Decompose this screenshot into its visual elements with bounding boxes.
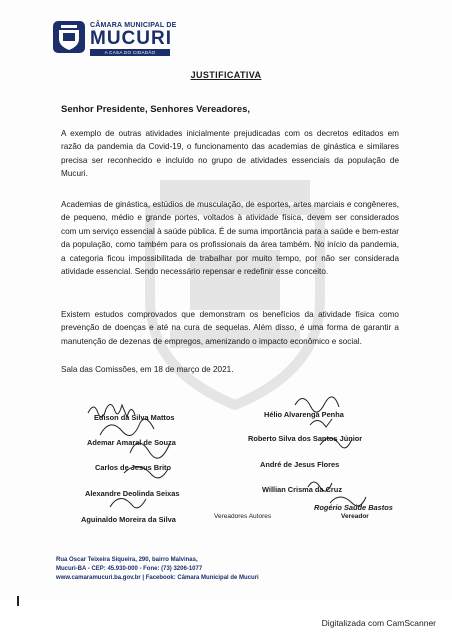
scan-edge-mark	[17, 596, 19, 606]
date-line: Sala das Comissões, em 18 de março de 2021.	[61, 365, 234, 374]
signature-name: Roberto Silva dos Santos Júnior	[248, 434, 363, 443]
signature-name: André de Jesus Flores	[260, 460, 340, 469]
footer-line: Rua Oscar Teixeira Siqueira, 290, bairro Malvinas,	[56, 557, 198, 563]
scanner-label: Digitalizada com CamScanner	[321, 618, 436, 628]
signature-role: Vereador	[341, 513, 369, 520]
footer-line: Mucuri-BA - CEP: 45.930-000 - Fone: (73) 3206-1077	[56, 566, 203, 572]
footer-address	[56, 556, 259, 583]
signature-name: Edison da Silva Mattos	[94, 413, 175, 422]
signature-name: Ademar Amaral de Souza	[87, 438, 176, 447]
paragraph-2: Academias de ginástica, estúdios de musculação, de esportes, artes marciais e congêneres, de pequeno, médio e grande portes, voltados à atividade física, devem ser considerados com um serviço essencial à saúde pública. É de suma importância para a saúde e bem-estar da população, como também para os profissionais da área também. No início da pandemia, a categoria ficou impossibilitada de trabalhar por muito tempo, por não ser considerada atividade essencial. Sendo necessário repensar e redefinir esse conceito.	[61, 200, 399, 277]
group-label: Vereadores Autores	[214, 513, 272, 520]
logo-name-text: MUCURI	[90, 28, 172, 49]
paragraph-1: A exemplo de outras atividades inicialmente prejudicadas com os decretos editados em razão da pandemia da Covid-19, o funcionamento das academias de ginástica e similares precisa ser reconhecido e incluído no grupo de atividades essenciais da população de Mucuri.	[61, 129, 399, 179]
paragraph-3: Existem estudos comprovados que demonstram os benefícios da atividade física como prevenção de doenças e até na cura de sequelas. Além disso, é uma forma de garantir a manutenção de dezenas de empregos, amenizando o impacto econômico e social.	[61, 310, 399, 346]
signature-name: Aguinaldo Moreira da Silva	[81, 515, 176, 524]
chamber-logo	[52, 20, 177, 58]
salutation: Senhor Presidente, Senhores Vereadores,	[61, 104, 251, 115]
signature-name: Alexandre Deolinda Seixas	[85, 489, 180, 498]
crest-logo-icon	[52, 20, 86, 54]
logo-top-text: CÂMARA MUNICIPAL DE	[90, 22, 177, 29]
signature-name: Rogério Saúde Bastos	[314, 503, 393, 512]
footer-line: www.camaramucuri.ba.gov.br | Facebook: Câmara Municipal de Mucuri	[56, 575, 259, 581]
signature-name: Hélio Alvarenga Penha	[264, 410, 344, 419]
document-title: JUSTIFICATIVA	[190, 70, 262, 80]
signature-name: Willian Crisma da Cruz	[262, 485, 343, 494]
logo-tagline: A CASA DO CIDADÃO	[90, 49, 170, 56]
signature-name: Carlos de Jesus Brito	[95, 463, 171, 472]
